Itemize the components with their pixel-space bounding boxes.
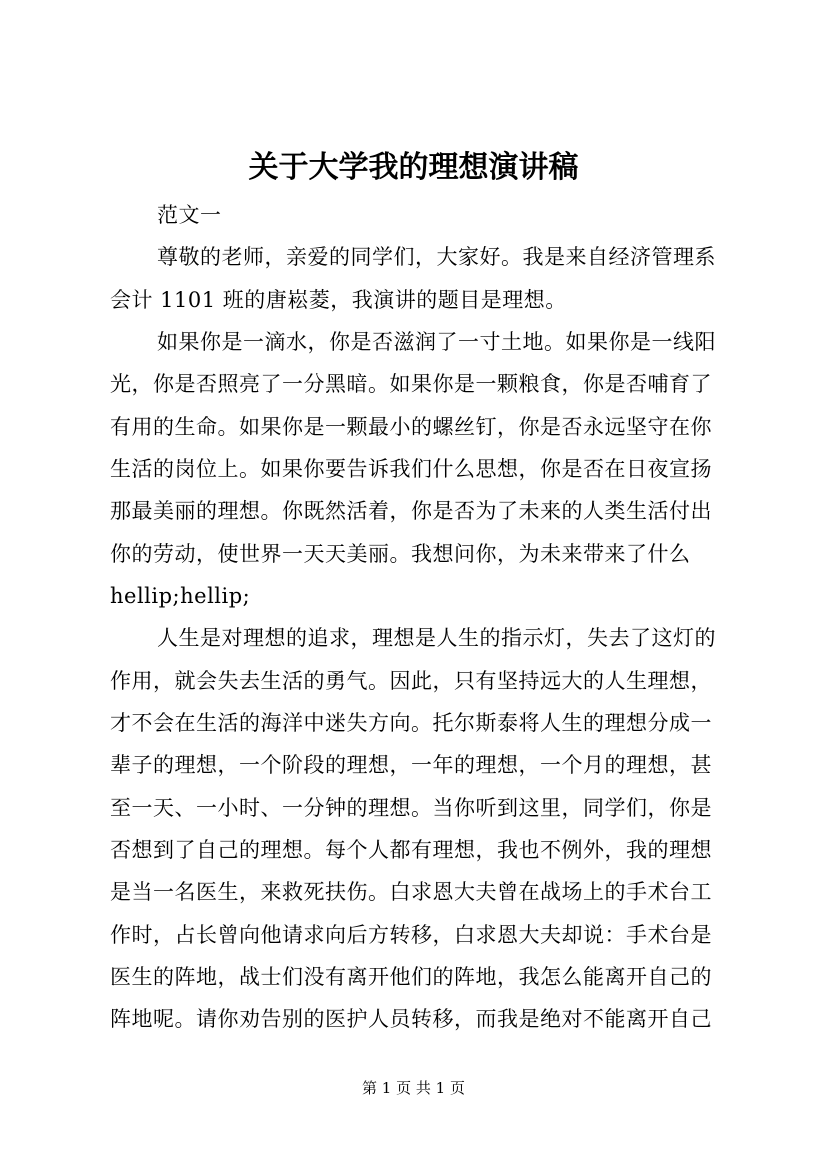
text-line: 生活的岗位上。如果你要告诉我们什么思想，你是否在日夜宣扬 [110,457,712,481]
text-line: 你的劳动，使世界一天天美丽。我想问你，为未来带来了什么 [110,542,691,566]
text-line: 有用的生命。如果你是一颗最小的螺丝钉，你是否永远坚守在你 [110,415,712,439]
text-line: 那最美丽的理想。你既然活着，你是否为了未来的人类生活付出 [110,499,712,523]
text-line: 辈子的理想，一个阶段的理想，一年的理想，一个月的理想，甚 [110,753,712,777]
text-line: 尊敬的老师，亲爱的同学们，大家好。我是来自经济管理系 [157,245,716,269]
text-line: 作时，占长曾向他请求向后方转移，白求恩大夫却说：手术台是 [110,923,712,947]
document-title: 关于大学我的理想演讲稿 [248,150,579,185]
text-line: 作用，就会失去生活的勇气。因此，只有坚持远大的人生理想， [110,669,712,693]
text-line: hellip;hellip; [110,584,251,608]
text-line: 至一天、一小时、一分钟的理想。当你听到这里，同学们，你是 [110,796,712,820]
text-line: 是当一名医生，来救死扶伤。白求恩大夫曾在战场上的手术台工 [110,880,712,904]
text-line: 光，你是否照亮了一分黑暗。如果你是一颗粮食，你是否哺育了 [110,372,712,396]
text-line: 如果你是一滴水，你是否滋润了一寸土地。如果你是一线阳 [157,330,716,354]
text-line: 医生的阵地，战士们没有离开他们的阵地，我怎么能离开自己的 [110,965,712,989]
text-line: 才不会在生活的海洋中迷失方向。托尔斯泰将人生的理想分成一 [110,711,712,735]
text-line: 会计 1101 班的唐崧菱，我演讲的题目是理想。 [110,288,567,312]
text-line: 范文一 [157,203,222,227]
page-footer: 第 1 页 共 1 页 [362,1079,465,1097]
text-line: 阵地呢。请你劝告别的医护人员转移，而我是绝对不能离开自己 [110,1007,712,1031]
text-line: 人生是对理想的追求，理想是人生的指示灯，失去了这灯的 [157,626,716,650]
text-line: 否想到了自己的理想。每个人都有理想，我也不例外，我的理想 [110,838,712,862]
